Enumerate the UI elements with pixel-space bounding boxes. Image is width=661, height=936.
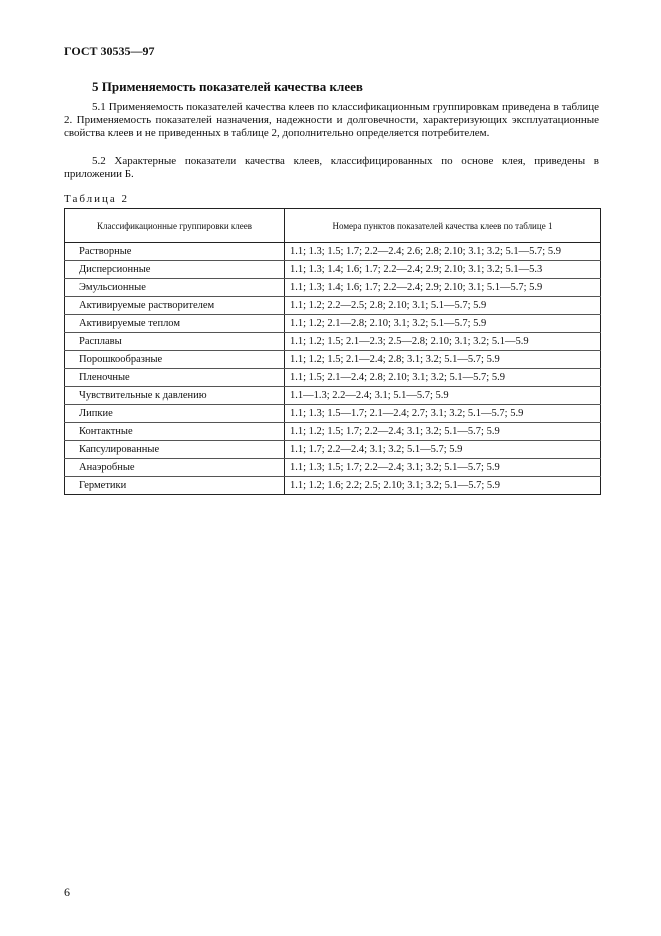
group-name-cell: Анаэробные — [65, 459, 285, 477]
points-cell: 1.1; 1.5; 2.1—2.4; 2.8; 2.10; 3.1; 3.2; 5.1—5.7; 5.9 — [285, 369, 601, 387]
points-cell: 1.1; 1.7; 2.2—2.4; 3.1; 3.2; 5.1—5.7; 5.9 — [285, 441, 601, 459]
table-row — [65, 387, 601, 405]
points-cell: 1.1; 1.2; 2.1—2.8; 2.10; 3.1; 3.2; 5.1—5.7; 5.9 — [285, 315, 601, 333]
group-name-cell: Порошкообразные — [65, 351, 285, 369]
paragraph-5-1: 5.1 Применяемость показателей качества клеев по классификационным группировкам приведена в таблице 2. Применяемость показателей назначения, надежности и долговечности, характеризующих эксплуатационные свойства клеев и не приведенных в таблице 2, дополнительно определяется потребителем. — [64, 101, 599, 139]
group-name-cell: Чувствительные к давлению — [65, 387, 285, 405]
points-cell: 1.1; 1.3; 1.5; 1.7; 2.2—2.4; 3.1; 3.2; 5.1—5.7; 5.9 — [285, 459, 601, 477]
table-row — [65, 459, 601, 477]
table-row — [65, 477, 601, 495]
table-row — [65, 369, 601, 387]
points-cell: 1.1; 1.2; 1.5; 2.1—2.4; 2.8; 3.1; 3.2; 5.1—5.7; 5.9 — [285, 351, 601, 369]
group-name-cell: Эмульсионные — [65, 279, 285, 297]
table-row — [65, 297, 601, 315]
section-title: 5 Применяемость показателей качества клеев — [92, 79, 363, 94]
group-name-cell: Активируемые растворителем — [65, 297, 285, 315]
group-name-cell: Растворные — [65, 243, 285, 261]
table-row — [65, 261, 601, 279]
points-cell: 1.1; 1.3; 1.4; 1.6; 1.7; 2.2—2.4; 2.9; 2.10; 3.1; 5.1—5.7; 5.9 — [285, 279, 601, 297]
points-cell: 1.1; 1.2; 1.5; 2.1—2.3; 2.5—2.8; 2.10; 3.1; 3.2; 5.1—5.9 — [285, 333, 601, 351]
group-name-cell: Липкие — [65, 405, 285, 423]
points-cell: 1.1—1.3; 2.2—2.4; 3.1; 5.1—5.7; 5.9 — [285, 387, 601, 405]
group-name-cell: Активируемые теплом — [65, 315, 285, 333]
group-name-cell: Капсулированные — [65, 441, 285, 459]
table-row — [65, 405, 601, 423]
table-body — [65, 243, 601, 495]
points-cell: 1.1; 1.2; 2.2—2.5; 2.8; 2.10; 3.1; 5.1—5.7; 5.9 — [285, 297, 601, 315]
group-name-cell: Контактные — [65, 423, 285, 441]
paragraph-5-2: 5.2 Характерные показатели качества клеев, классифицированных по основе клея, приведены в приложении Б. — [64, 155, 599, 180]
points-cell: 1.1; 1.2; 1.5; 1.7; 2.2—2.4; 3.1; 3.2; 5.1—5.7; 5.9 — [285, 423, 601, 441]
table-caption: Таблица 2 — [64, 193, 130, 205]
points-cell: 1.1; 1.3; 1.5—1.7; 2.1—2.4; 2.7; 3.1; 3.2; 5.1—5.7; 5.9 — [285, 405, 601, 423]
header-points: Номера пунктов показателей качества клеев по таблице 1 — [285, 209, 601, 243]
table-row — [65, 423, 601, 441]
header-groups: Классификационные группировки клеев — [65, 209, 285, 243]
page-number: 6 — [64, 885, 70, 899]
table-header-row — [65, 209, 601, 243]
group-name-cell: Дисперсионные — [65, 261, 285, 279]
points-cell: 1.1; 1.3; 1.5; 1.7; 2.2—2.4; 2.6; 2.8; 2.10; 3.1; 3.2; 5.1—5.7; 5.9 — [285, 243, 601, 261]
document-header: ГОСТ 30535—97 — [64, 44, 155, 58]
group-name-cell: Герметики — [65, 477, 285, 495]
table-2 — [64, 208, 601, 495]
table-row — [65, 315, 601, 333]
table-row — [65, 441, 601, 459]
table-row — [65, 243, 601, 261]
table-row — [65, 279, 601, 297]
table-row — [65, 351, 601, 369]
points-cell: 1.1; 1.2; 1.6; 2.2; 2.5; 2.10; 3.1; 3.2; 5.1—5.7; 5.9 — [285, 477, 601, 495]
group-name-cell: Пленочные — [65, 369, 285, 387]
group-name-cell: Расплавы — [65, 333, 285, 351]
table-row — [65, 333, 601, 351]
points-cell: 1.1; 1.3; 1.4; 1.6; 1.7; 2.2—2.4; 2.9; 2.10; 3.1; 3.2; 5.1—5.3 — [285, 261, 601, 279]
